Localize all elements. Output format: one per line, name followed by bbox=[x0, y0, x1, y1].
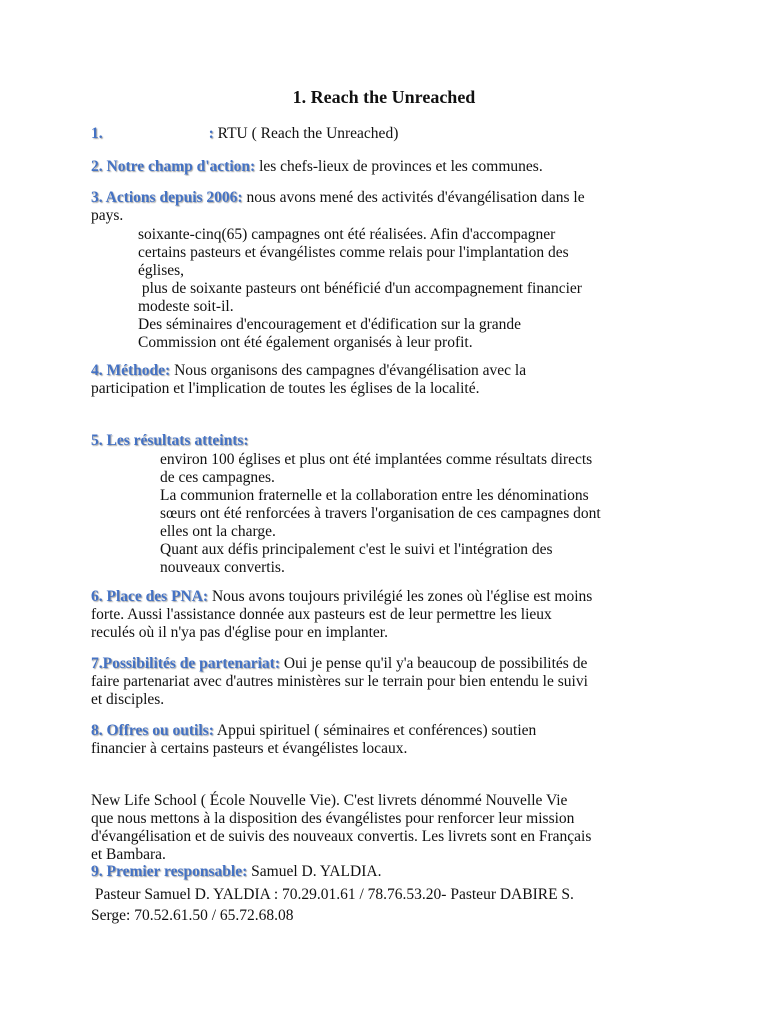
section-6-first-line: Nous avons toujours privilégié les zones où l'église est moins bbox=[211, 588, 593, 605]
list-item: de ces campagnes. bbox=[160, 469, 275, 486]
list-item: Commission ont été également organisés à leur profit. bbox=[138, 334, 473, 351]
section-3-first-line: nous avons mené des activités d'évangélisation dans le bbox=[246, 189, 585, 206]
section-8 bbox=[91, 722, 681, 758]
section-5-list bbox=[160, 451, 680, 577]
list-item: églises, bbox=[138, 262, 185, 279]
section-1 bbox=[91, 125, 681, 143]
section-1-number: 1. bbox=[91, 125, 103, 142]
contact-line: Pasteur Samuel D. YALDIA : 70.29.01.61 / 78.76.53.20- Pasteur DABIRE S. bbox=[91, 886, 574, 903]
list-item: Des séminaires d'encouragement et d'édification sur la grande bbox=[138, 316, 522, 333]
list-item: environ 100 églises et plus ont été implantées comme résultats directs bbox=[160, 451, 593, 468]
list-item: soixante-cinq(65) campagnes ont été réalisées. Afin d'accompagner bbox=[138, 226, 556, 243]
section-4-second-line: participation et l'implication de toutes les églises de la localité. bbox=[91, 380, 480, 397]
section-7 bbox=[91, 655, 681, 709]
section-4 bbox=[91, 362, 681, 398]
paragraph-line: et Bambara. bbox=[91, 846, 166, 863]
section-8-second-line: financier à certains pasteurs et évangélistes locaux. bbox=[91, 740, 408, 757]
list-item: sœurs ont été renforcées à travers l'organisation de ces campagnes dont bbox=[160, 505, 601, 522]
section-3-heading: 3. Actions depuis 2006: bbox=[91, 189, 243, 206]
list-item: plus de soixante pasteurs ont bénéficié d'un accompagnement financier bbox=[138, 280, 582, 297]
section-7-line: faire partenariat avec d'autres ministères sur le terrain pour bien entendu le suivi bbox=[91, 673, 588, 690]
section-4-heading: 4. Méthode: bbox=[91, 362, 171, 379]
section-7-heading: 7.Possibilités de partenariat: bbox=[91, 655, 280, 672]
section-5-heading: 5. Les résultats atteints: bbox=[91, 432, 249, 449]
section-8-first-line: Appui spirituel ( séminaires et conférences) soutien bbox=[216, 722, 537, 739]
contact-block bbox=[91, 886, 681, 925]
paragraph-line: New Life School ( École Nouvelle Vie). C'est livrets dénommé Nouvelle Vie bbox=[91, 792, 568, 809]
list-item: Quant aux défis principalement c'est le suivi et l'intégration des bbox=[160, 541, 553, 558]
paragraph-line: que nous mettons à la disposition des évangélistes pour renforcer leur mission bbox=[91, 810, 575, 827]
section-1-colon: : bbox=[208, 125, 214, 142]
new-life-school-paragraph bbox=[91, 792, 681, 864]
section-9-text: Samuel D. YALDIA. bbox=[251, 863, 382, 880]
section-8-heading: 8. Offres ou outils: bbox=[91, 722, 214, 739]
section-7-line: et disciples. bbox=[91, 691, 165, 708]
section-4-first-line: Nous organisons des campagnes d'évangélisation avec la bbox=[174, 362, 527, 379]
section-2 bbox=[91, 158, 681, 176]
list-item: certains pasteurs et évangélistes comme relais pour l'implantation des bbox=[138, 244, 569, 261]
section-3-second-line: pays. bbox=[91, 207, 124, 224]
section-7-first-line: Oui je pense qu'il y'a beaucoup de possibilités de bbox=[283, 655, 588, 672]
section-5 bbox=[91, 432, 681, 450]
section-9-heading: 9. Premier responsable: bbox=[91, 863, 248, 880]
section-6-heading: 6. Place des PNA: bbox=[91, 588, 209, 605]
paragraph-line: d'évangélisation et de suivis des nouveaux convertis. Les livrets sont en Français bbox=[91, 828, 592, 845]
section-6 bbox=[91, 588, 681, 642]
list-item: nouveaux convertis. bbox=[160, 559, 285, 576]
section-2-heading: 2. Notre champ d'action: bbox=[91, 158, 256, 175]
list-item: La communion fraternelle et la collaboration entre les dénominations bbox=[160, 487, 589, 504]
contact-line: Serge: 70.52.61.50 / 65.72.68.08 bbox=[91, 907, 294, 924]
list-item: modeste soit-il. bbox=[138, 298, 234, 315]
section-1-text: RTU ( Reach the Unreached) bbox=[217, 125, 399, 142]
page-title: 1. Reach the Unreached bbox=[292, 87, 476, 107]
section-3-list bbox=[138, 226, 678, 352]
section-2-text: les chefs-lieux de provinces et les communes. bbox=[259, 158, 543, 175]
section-6-line: reculés où il n'ya pas d'église pour en implanter. bbox=[91, 624, 388, 641]
section-9 bbox=[91, 863, 681, 881]
section-6-line: forte. Aussi l'assistance donnée aux pasteurs est de leur permettre les lieux bbox=[91, 606, 552, 623]
section-3 bbox=[91, 189, 681, 225]
list-item: elles ont la charge. bbox=[160, 523, 276, 540]
